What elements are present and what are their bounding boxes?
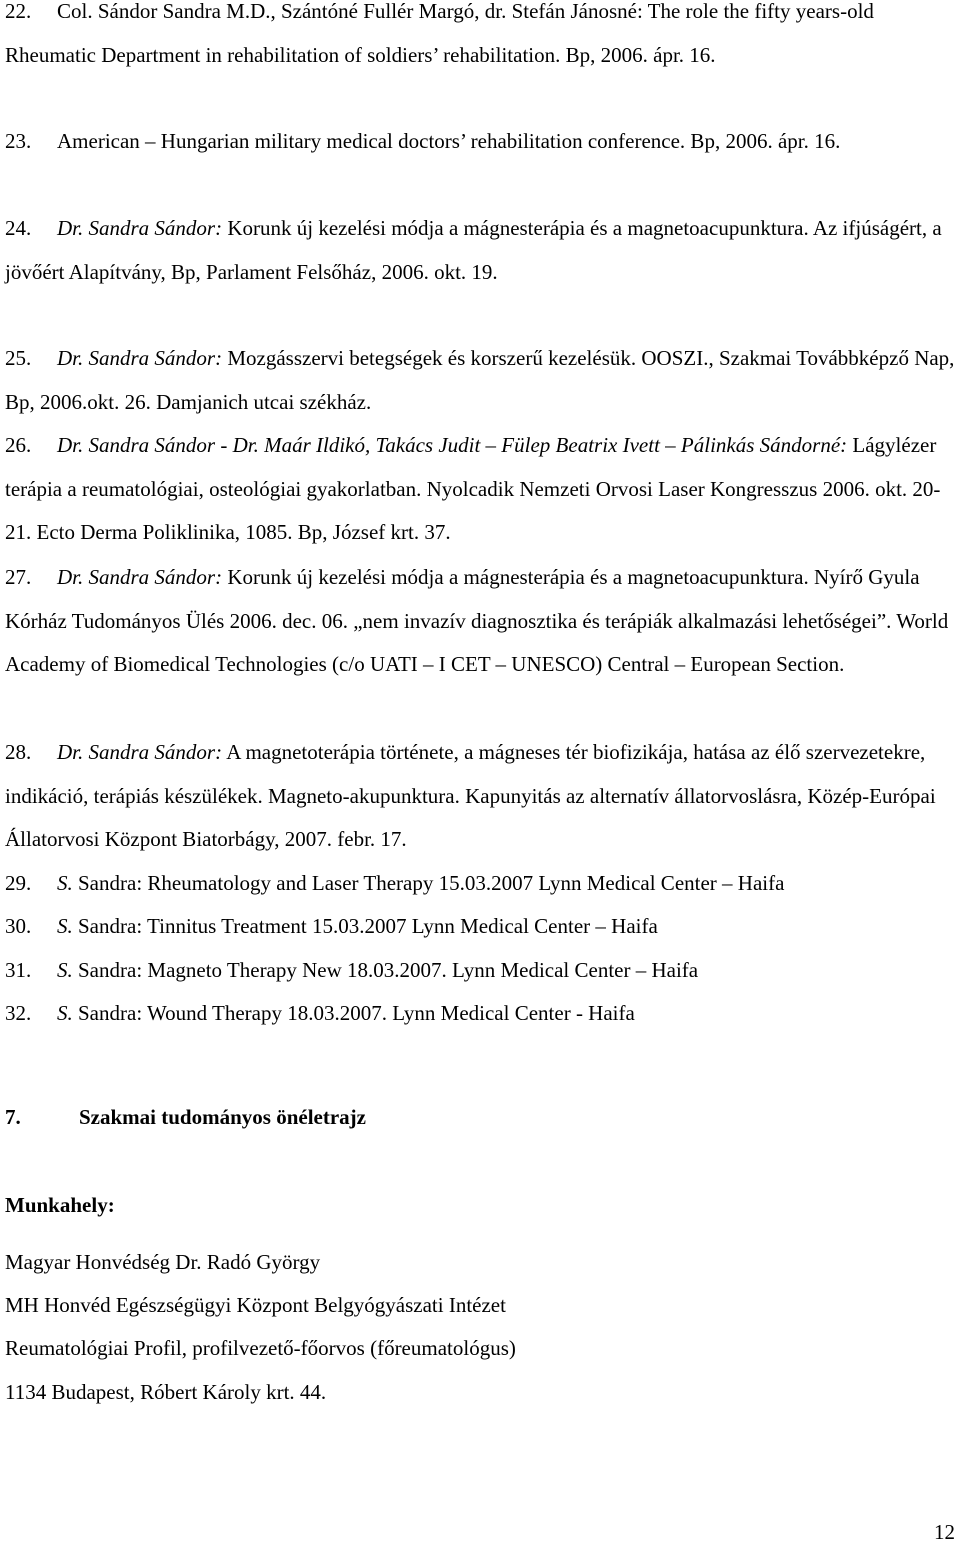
entry-number: 32.	[5, 1001, 32, 1025]
entry-author: S.	[57, 1001, 73, 1025]
entry-number: 29.	[5, 871, 32, 895]
entry-text: Lágylézer terápia a reumatológiai, osteológiai gyakorlatban. Nyolcadik Nemzeti Orvosi Laser Kongresszus 2006. okt. 20-21. Ecto Derma Poliklinika, 1085. Bp, József krt. 37.	[5, 433, 941, 544]
publication-entry	[5, 207, 955, 294]
entry-number: 30.	[5, 914, 32, 938]
entry-text: A magnetoterápia története, a mágneses tér biofizikája, hatása az élő szervezetekre, indikáció, terápiás készülékek. Magneto-akupunktura. Kapunyitás az alternatív állatorvoslásra, Közép-Európai Állatorvosi Központ Biatorbágy, 2007. febr. 17.	[5, 740, 936, 851]
entry-text: American – Hungarian military medical doctors’ rehabilitation conference. Bp, 2006. ápr. 16.	[57, 129, 841, 153]
publication-entry	[5, 862, 955, 906]
workplace-label: Munkahely:	[5, 1193, 115, 1217]
entry-text: Sandra: Wound Therapy 18.03.2007. Lynn Medical Center - Haifa	[72, 1001, 635, 1025]
page-number: 12	[934, 1520, 955, 1544]
section-heading	[5, 1102, 366, 1132]
entry-number: 22.	[5, 0, 32, 23]
entry-number: 27.	[5, 565, 32, 589]
entry-text: Sandra: Magneto Therapy New 18.03.2007. Lynn Medical Center – Haifa	[72, 958, 699, 982]
entry-number: 26.	[5, 433, 32, 457]
publication-entry	[5, 731, 955, 862]
publication-entry	[5, 424, 955, 555]
entry-author: Dr. Sandra Sándor:	[57, 740, 223, 764]
entry-text: Mozgásszervi betegségek és korszerű kezelésük. OOSZI., Szakmai Továbbképző Nap, Bp, 2006.okt. 26. Damjanich utcai székház.	[5, 346, 955, 414]
entry-author: S.	[57, 958, 73, 982]
entry-text: Korunk új kezelési módja a mágnesterápia és a magnetoacupunktura. Nyírő Gyula Kórház Tudományos Ülés 2006. dec. 06. „nem invazív diagnosztika és terápiák alkalmazási lehetőségei”. World Academy of Biomedical Technologies (c/o UATI – I CET – UNESCO) Central – European Section.	[5, 565, 949, 676]
entry-text: Sandra: Tinnitus Treatment 15.03.2007 Lynn Medical Center – Haifa	[72, 914, 658, 938]
workplace-line: Reumatológiai Profil, profilvezető-főorvos (főreumatológus)	[5, 1336, 516, 1360]
workplace-line: Magyar Honvédség Dr. Radó György	[5, 1250, 321, 1274]
workplace-line: MH Honvéd Egészségügyi Központ Belgyógyászati Intézet	[5, 1293, 506, 1317]
publication-entry	[5, 949, 955, 993]
entry-text: Sandra: Rheumatology and Laser Therapy 15.03.2007 Lynn Medical Center – Haifa	[72, 871, 785, 895]
entry-number: 24.	[5, 216, 32, 240]
entry-number: 23.	[5, 129, 32, 153]
entry-number: 25.	[5, 346, 32, 370]
publication-entry	[5, 556, 955, 687]
entry-text: Korunk új kezelési módja a mágnesterápia és a magnetoacupunktura. Az ifjúságért, a jövőért Alapítvány, Bp, Parlament Felsőház, 2006. okt. 19.	[5, 216, 942, 284]
section-title: Szakmai tudományos önéletrajz	[79, 1105, 366, 1129]
entry-author: S.	[57, 871, 73, 895]
entry-author: Dr. Sandra Sándor:	[57, 565, 223, 589]
entry-author: Dr. Sandra Sándor:	[57, 216, 223, 240]
publication-entry	[5, 0, 955, 77]
publication-entry	[5, 992, 955, 1036]
publication-entry	[5, 120, 955, 164]
entry-text: Col. Sándor Sandra M.D., Szántóné Fullér Margó, dr. Stefán Jánosné: The role the fifty years-old Rheumatic Department in rehabilitation of soldiers’ rehabilitation. Bp, 2006. ápr. 16.	[5, 0, 874, 67]
entry-author: S.	[57, 914, 73, 938]
workplace-line: 1134 Budapest, Róbert Károly krt. 44.	[5, 1380, 327, 1404]
entry-author: Dr. Sandra Sándor:	[57, 346, 223, 370]
entry-number: 28.	[5, 740, 32, 764]
section-number: 7.	[5, 1105, 21, 1129]
entry-number: 31.	[5, 958, 32, 982]
entry-author: Dr. Sandra Sándor - Dr. Maár Ildikó, Takács Judit – Fülep Beatrix Ivett – Pálinkás Sándorné:	[57, 433, 848, 457]
publication-entry	[5, 337, 955, 424]
publication-entry	[5, 905, 955, 949]
